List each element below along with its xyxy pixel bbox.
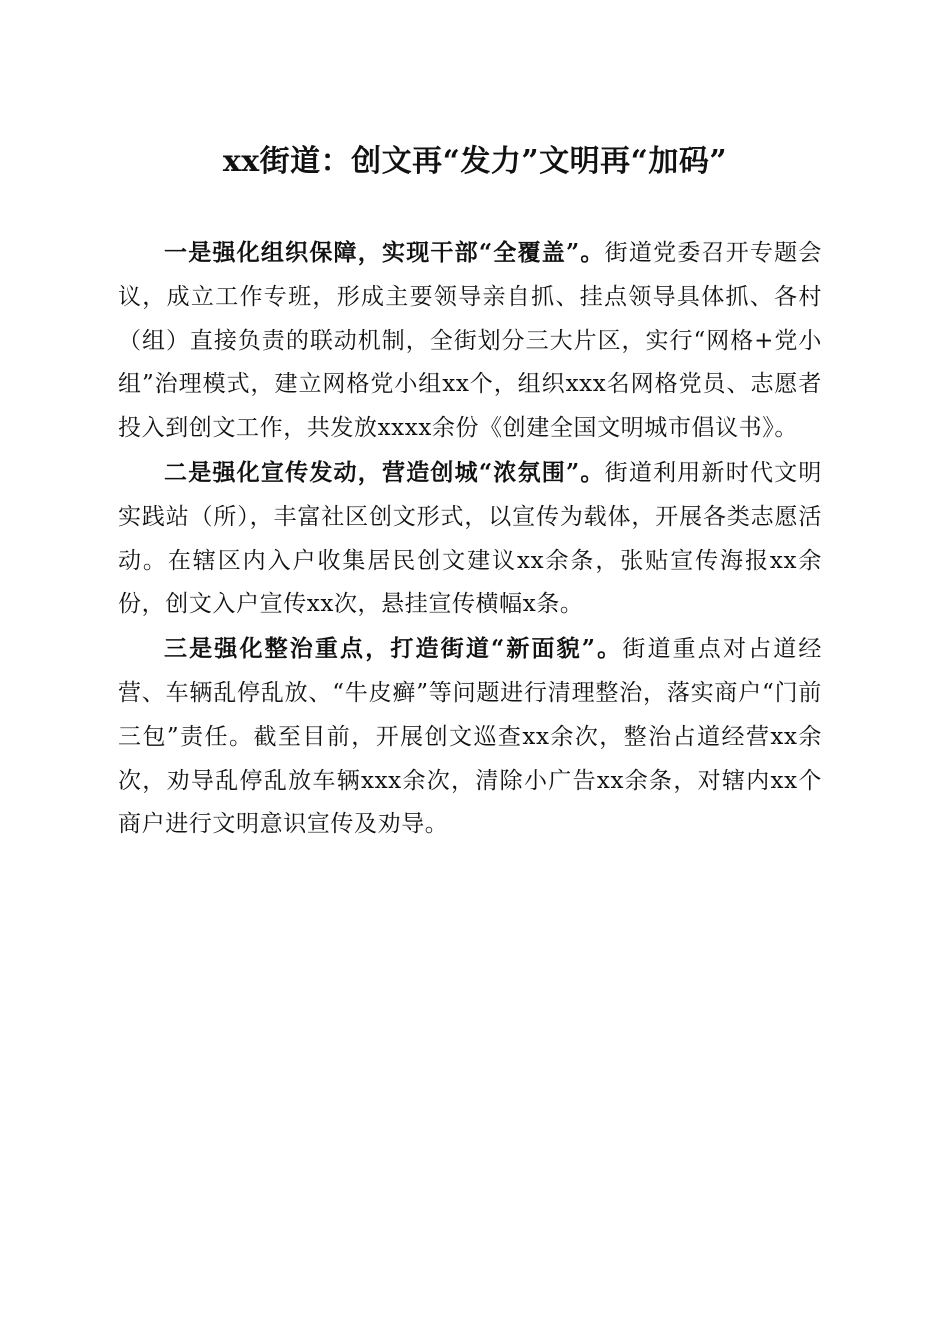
document-body: [118, 231, 822, 847]
paragraph-lead: 一是强化组织保障，实现干部“全覆盖”。: [164, 239, 605, 266]
paragraph-rectification: [118, 627, 822, 847]
paragraph-lead: 三是强化整治重点，打造街道“新面貌”。: [164, 635, 623, 663]
paragraph-lead: 二是强化宣传发动，营造创城“浓氛围”。: [164, 458, 605, 486]
paragraph-publicity: [118, 451, 822, 627]
paragraph-text: 街道重点对占道经营、车辆乱停乱放、“牛皮癣”等问题进行清理整治，落实商户“门前三包”责任。截至目前，开展创文巡查xx余次，整治占道经营xx余次，劝导乱停乱放车辆xxx余次，清除小广告xx余条，对辖内xx个商户进行文明意识宣传及劝导。: [118, 636, 823, 838]
document-title: xx街道：创文再“发力”文明再“加码”: [222, 144, 728, 179]
paragraph-text: 街道党委召开专题会议，成立工作专班，形成主要领导亲自抓、挂点领导具体抓、各村（组）直接负责的联动机制，全街划分三大片区，实行“网格+党小组”治理模式，建立网格党小组xx个，组织xxx名网格党员、志愿者投入到创文工作，共发放xxxx余份《创建全国文明城市倡议书》。: [118, 240, 822, 442]
paragraph-text: 街道利用新时代文明实践站（所），丰富社区创文形式，以宣传为载体，开展各类志愿活动。在辖区内入户收集居民创文建议xx余条，张贴宣传海报xx余份，创文入户宣传xx次，悬挂宣传横幅x条。: [118, 459, 822, 618]
paragraph-organization: [118, 231, 822, 451]
